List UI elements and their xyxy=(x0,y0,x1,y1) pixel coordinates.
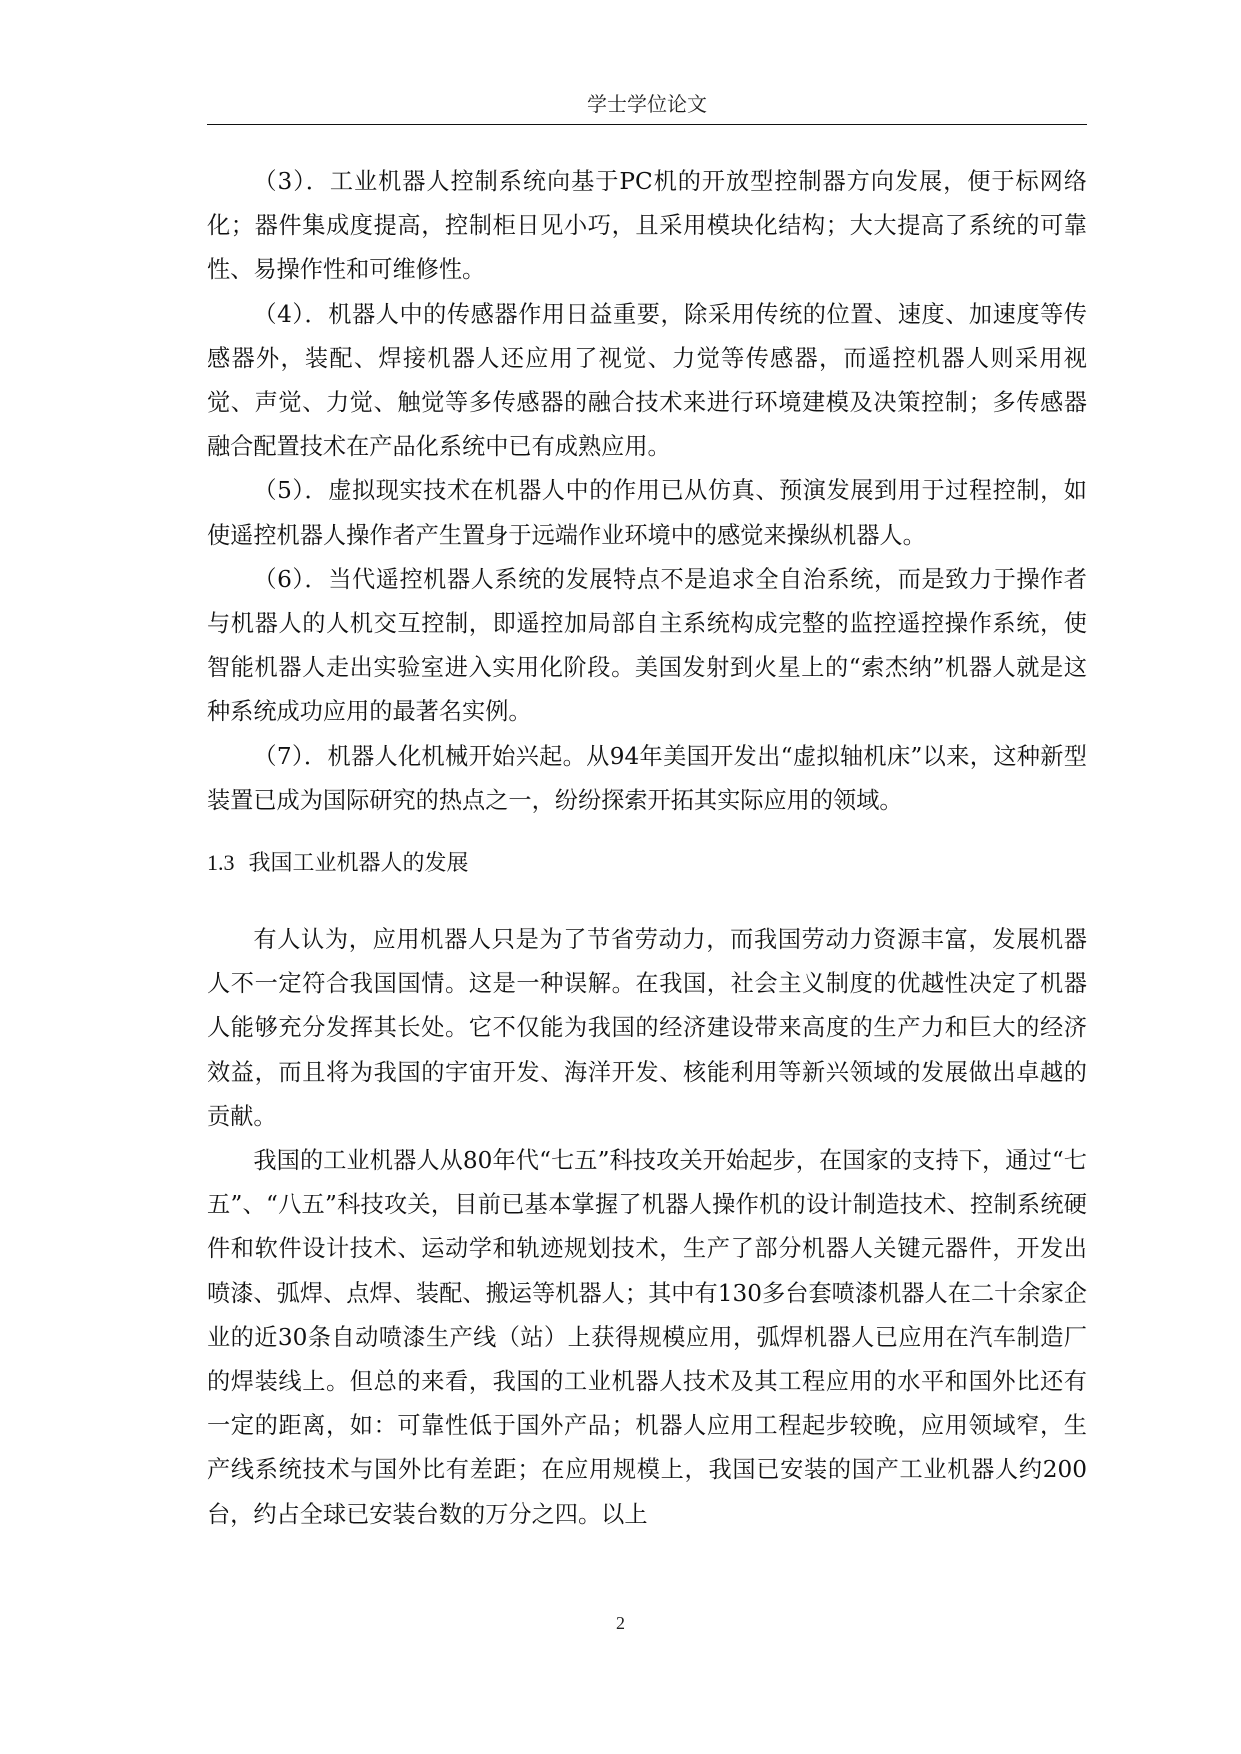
section-number: 1.3 xyxy=(207,850,235,876)
running-header: 学士学位论文 xyxy=(587,92,707,116)
paragraph-item-3: （3）．工业机器人控制系统向基于PC机的开放型控制器方向发展，便于标网络化；器件集成度提高，控制柜日见小巧，且采用模块化结构；大大提高了系统的可靠性、易操作性和可维修性。 xyxy=(207,168,1087,284)
paragraph-item-5: （5）．虚拟现实技术在机器人中的作用已从仿真、预演发展到用于过程控制，如使遥控机器人操作者产生置身于远端作业环境中的感觉来操纵机器人。 xyxy=(207,477,1087,549)
page-number: 2 xyxy=(616,1613,625,1633)
header-rule xyxy=(207,124,1087,125)
paragraph-item-6: （6）．当代遥控机器人系统的发展特点不是追求全自治系统，而是致力于操作者与机器人的人机交互控制，即遥控加局部自主系统构成完整的监控遥控操作系统，使智能机器人走出实验室进入实用化阶段。美国发射到火星上的“索杰纳”机器人就是这种系统成功应用的最著名实例。 xyxy=(207,565,1087,726)
paragraph-history: 我国的工业机器人从80年代“七五”科技攻关开始起步，在国家的支持下，通过“七五”、“八五”科技攻关，目前已基本掌握了机器人操作机的设计制造技术、控制系统硬件和软件设计技术、运动学和轨迹规划技术，生产了部分机器人关键元器件，开发出喷漆、弧焊、点焊、装配、搬运等机器人；其中有130多台套喷漆机器人在二十余家企业的近30条自动喷漆生产线（站）上获得规模应用，弧焊机器人已应用在汽车制造厂的焊装线上。但总的来看，我国的工业机器人技术及其工程应用的水平和国外比还有一定的距离，如：可靠性低于国外产品；机器人应用工程起步较晚，应用领域窄，生产线系统技术与国外比有差距；在应用规模上，我国已安装的国产工业机器人约200台，约占全球已安装台数的万分之四。以上 xyxy=(207,1147,1087,1528)
paragraph-item-7: （7）．机器人化机械开始兴起。从94年美国开发出“虚拟轴机床”以来，这种新型装置已成为国际研究的热点之一，纷纷探索开拓其实际应用的领域。 xyxy=(207,742,1087,814)
section-title: 我国工业机器人的发展 xyxy=(248,851,469,877)
document-body xyxy=(207,160,1087,1537)
paragraph-misconception: 有人认为，应用机器人只是为了节省劳动力，而我国劳动力资源丰富，发展机器人不一定符合我国国情。这是一种误解。在我国，社会主义制度的优越性决定了机器人能够充分发挥其长处。它不仅能为我国的经济建设带来高度的生产力和巨大的经济效益，而且将为我国的宇宙开发、海洋开发、核能利用等新兴领域的发展做出卓越的贡献。 xyxy=(207,926,1087,1130)
section-heading xyxy=(207,847,1087,880)
paragraph-item-4: （4）．机器人中的传感器作用日益重要，除采用传统的位置、速度、加速度等传感器外，装配、焊接机器人还应用了视觉、力觉等传感器，而遥控机器人则采用视觉、声觉、力觉、触觉等多传感器的融合技术来进行环境建模及决策控制；多传感器融合配置技术在产品化系统中已有成熟应用。 xyxy=(207,300,1087,461)
